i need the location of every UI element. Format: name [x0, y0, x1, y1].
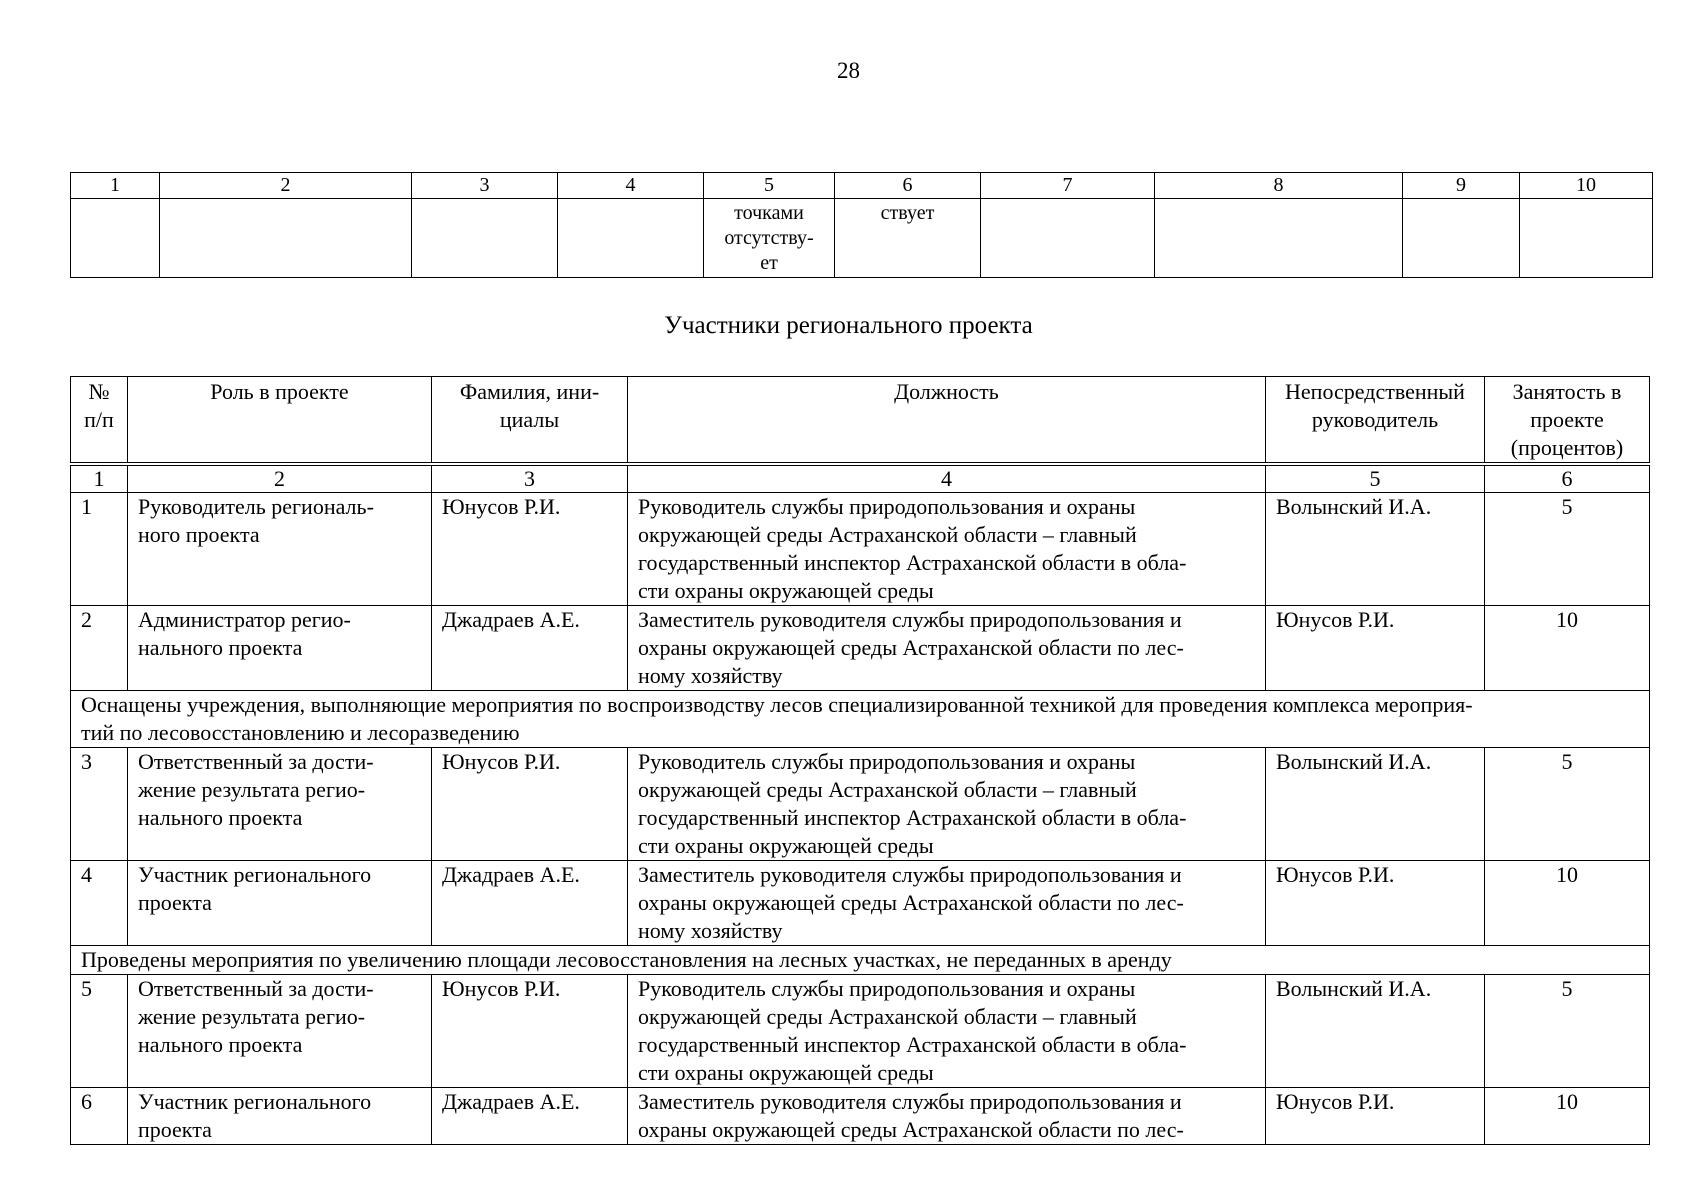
column-number: 5 — [704, 173, 835, 199]
header-name: Фамилия, ини- циалы — [432, 377, 628, 465]
column-number: 2 — [160, 173, 412, 199]
section-title: Участники регионального проекта — [664, 312, 1033, 339]
column-number: 6 — [1485, 464, 1650, 493]
group-heading: Проведены мероприятия по увеличению площади лесовосстановления на лесных участках, не переданных в аренду — [71, 946, 1650, 975]
row-name: Юнусов Р.И. — [432, 493, 628, 606]
table-cell — [981, 199, 1155, 278]
column-number: 1 — [71, 173, 160, 199]
table-row — [71, 975, 1650, 1088]
row-position: Руководитель службы природопользования и охраны окружающей среды Астраханской области – главный государственный инспектор Астраханской области в обла- сти охраны окружающей среды — [628, 748, 1266, 861]
row-manager: Юнусов Р.И. — [1266, 1088, 1485, 1145]
row-role: Ответственный за дости- жение результата регио- нального проекта — [128, 975, 432, 1088]
column-number: 2 — [128, 464, 432, 493]
row-number: 1 — [71, 493, 128, 606]
column-number: 10 — [1520, 173, 1653, 199]
header-position: Должность — [628, 377, 1266, 465]
row-manager: Юнусов Р.И. — [1266, 861, 1485, 946]
row-position: Заместитель руководителя службы природопользования и охраны окружающей среды Астраханской области по лес- — [628, 1088, 1266, 1145]
page-number: 28 — [837, 58, 860, 83]
row-position: Руководитель службы природопользования и охраны окружающей среды Астраханской области – главный государственный инспектор Астраханской области в обла- сти охраны окружающей среды — [628, 493, 1266, 606]
row-number: 3 — [71, 748, 128, 861]
header-manager: Непосредственный руководитель — [1266, 377, 1485, 465]
table-cell — [558, 199, 704, 278]
row-manager: Волынский И.А. — [1266, 493, 1485, 606]
table-header-row — [71, 377, 1650, 465]
row-role: Участник регионального проекта — [128, 1088, 432, 1145]
column-number: 1 — [71, 464, 128, 493]
group-row — [71, 691, 1650, 748]
row-percent: 10 — [1485, 1088, 1650, 1145]
group-row — [71, 946, 1650, 975]
table-row — [71, 493, 1650, 606]
continuation-table — [70, 172, 1653, 278]
row-percent: 10 — [1485, 861, 1650, 946]
row-manager: Юнусов Р.И. — [1266, 606, 1485, 691]
row-number: 6 — [71, 1088, 128, 1145]
column-number: 3 — [432, 464, 628, 493]
table-cell — [1403, 199, 1520, 278]
table-cell — [160, 199, 412, 278]
column-number: 9 — [1403, 173, 1520, 199]
table-cell — [412, 199, 558, 278]
row-name: Юнусов Р.И. — [432, 748, 628, 861]
column-number: 6 — [835, 173, 981, 199]
column-number: 4 — [628, 464, 1266, 493]
row-position: Заместитель руководителя службы природопользования и охраны окружающей среды Астраханской области по лес- ному хозяйству — [628, 606, 1266, 691]
column-number: 5 — [1266, 464, 1485, 493]
table-row — [71, 748, 1650, 861]
table-row — [71, 861, 1650, 946]
row-position: Руководитель службы природопользования и охраны окружающей среды Астраханской области – главный государственный инспектор Астраханской области в обла- сти охраны окружающей среды — [628, 975, 1266, 1088]
header-role: Роль в проекте — [128, 377, 432, 465]
column-number: 8 — [1155, 173, 1403, 199]
row-name: Джадраев А.Е. — [432, 861, 628, 946]
row-number: 2 — [71, 606, 128, 691]
table-cell: ствует — [835, 199, 981, 278]
table-row — [71, 606, 1650, 691]
row-percent: 10 — [1485, 606, 1650, 691]
row-manager: Волынский И.А. — [1266, 975, 1485, 1088]
table-cell — [1520, 199, 1653, 278]
header-percent: Занятость в проекте (процентов) — [1485, 377, 1650, 465]
row-position: Заместитель руководителя службы природопользования и охраны окружающей среды Астраханской области по лес- ному хозяйству — [628, 861, 1266, 946]
row-number: 4 — [71, 861, 128, 946]
row-manager: Волынский И.А. — [1266, 748, 1485, 861]
row-percent: 5 — [1485, 975, 1650, 1088]
participants-table — [70, 376, 1650, 1145]
column-number: 3 — [412, 173, 558, 199]
header-number: № п/п — [71, 377, 128, 465]
row-role: Участник регионального проекта — [128, 861, 432, 946]
column-number: 7 — [981, 173, 1155, 199]
row-name: Юнусов Р.И. — [432, 975, 628, 1088]
row-role: Администратор регио- нального проекта — [128, 606, 432, 691]
row-role: Ответственный за дости- жение результата регио- нального проекта — [128, 748, 432, 861]
table-row — [71, 1088, 1650, 1145]
column-number: 4 — [558, 173, 704, 199]
continuation-row — [71, 199, 1653, 278]
table-column-numbers — [71, 464, 1650, 493]
continuation-column-numbers — [71, 173, 1653, 199]
table-cell — [71, 199, 160, 278]
row-role: Руководитель региональ- ного проекта — [128, 493, 432, 606]
group-heading: Оснащены учреждения, выполняющие мероприятия по воспроизводству лесов специализированной техникой для проведения комплекса мероприя- тий по лесовосстановлению и лесоразведению — [71, 691, 1650, 748]
row-percent: 5 — [1485, 493, 1650, 606]
row-name: Джадраев А.Е. — [432, 1088, 628, 1145]
table-cell — [1155, 199, 1403, 278]
row-percent: 5 — [1485, 748, 1650, 861]
table-cell: точками отсутству- ет — [704, 199, 835, 278]
row-number: 5 — [71, 975, 128, 1088]
row-name: Джадраев А.Е. — [432, 606, 628, 691]
